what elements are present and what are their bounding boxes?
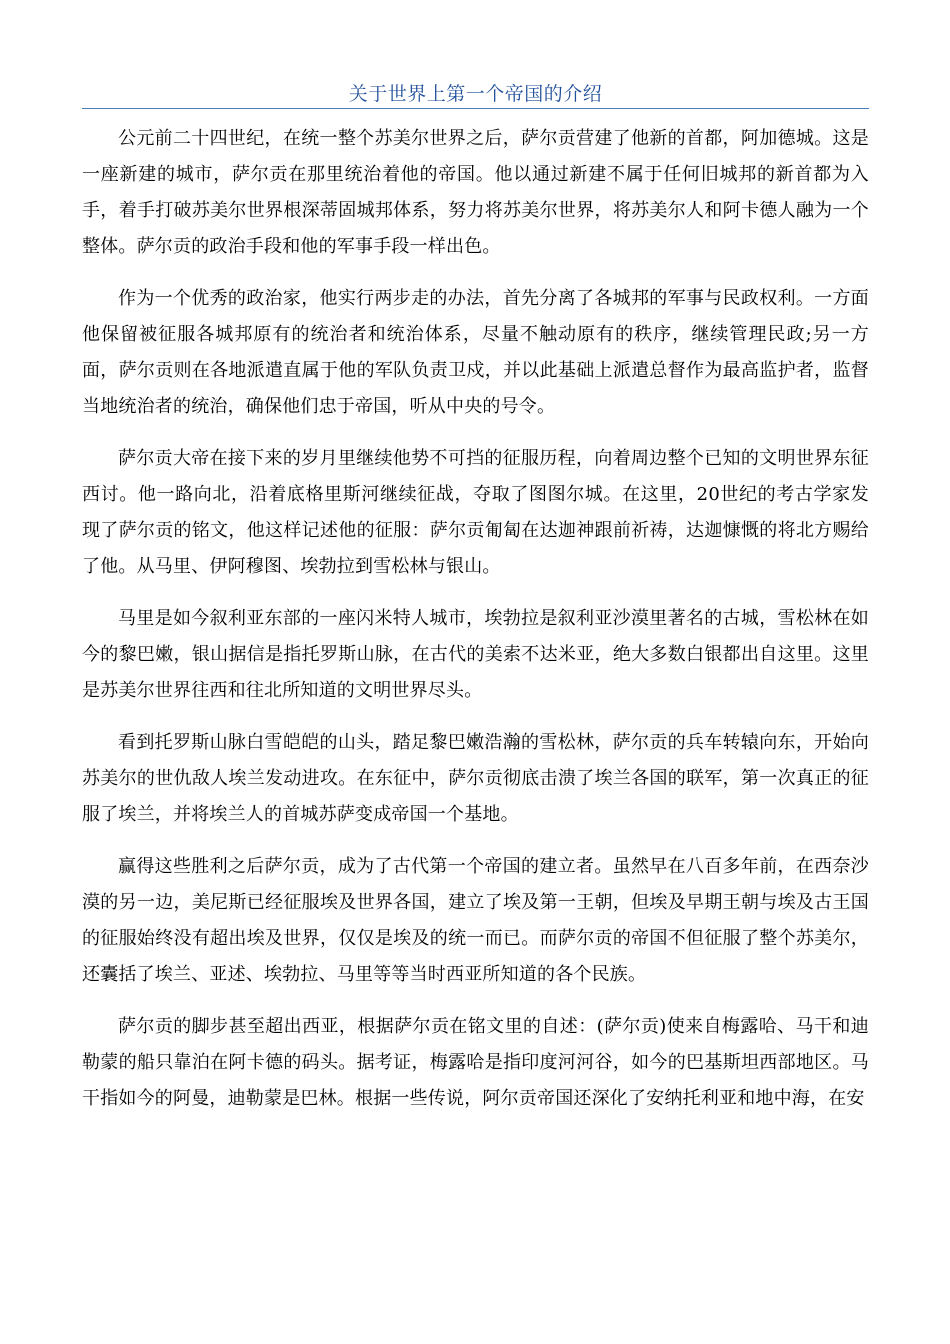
paragraph-7: 萨尔贡的脚步甚至超出西亚，根据萨尔贡在铭文里的自述：(萨尔贡)使来自梅露哈、马干和迪勒蒙的船只靠泊在阿卡德的码头。据考证，梅露哈是指印度河河谷，如今的巴基斯坦西部地区。马干指如今的阿曼，迪勒蒙是巴林。根据一些传说，阿尔贡帝国还深化了安纳托利亚和地中海，在安 — [82, 1016, 869, 1109]
paragraph-4: 马里是如今叙利亚东部的一座闪米特人城市，埃勃拉是叙利亚沙漠里著名的古城，雪松林在如今的黎巴嫩，银山据信是指托罗斯山脉，在古代的美索不达米亚，绝大多数白银都出自这里。这里是苏美尔世界往西和往北所知道的文明世界尽头。 — [82, 608, 869, 701]
page-header — [82, 80, 869, 109]
paragraph-3: 萨尔贡大帝在接下来的岁月里继续他势不可挡的征服历程，向着周边整个已知的文明世界东征西讨。他一路向北，沿着底格里斯河继续征战，夺取了图图尔城。在这里，20世纪的考古学家发现了萨尔贡的铭文，他这样记述他的征服：萨尔贡匍匐在达迦神跟前祈祷，达迦慷慨的将北方赐给了他。从马里、伊阿穆图、埃勃拉到雪松林与银山。 — [82, 448, 869, 577]
paragraph-1: 公元前二十四世纪，在统一整个苏美尔世界之后，萨尔贡营建了他新的首都，阿加德城。这是一座新建的城市，萨尔贡在那里统治着他的帝国。他以通过新建不属于任何旧城邦的新首都为入手，着手打破苏美尔世界根深蒂固城邦体系，努力将苏美尔世界，将苏美尔人和阿卡德人融为一个整体。萨尔贡的政治手段和他的军事手段一样出色。 — [82, 128, 869, 257]
paragraph-2: 作为一个优秀的政治家，他实行两步走的办法，首先分离了各城邦的军事与民政权利。一方面他保留被征服各城邦原有的统治者和统治体系，尽量不触动原有的秩序，继续管理民政;另一方面，萨尔贡则在各地派遣直属于他的军队负责卫戍，并以此基础上派遣总督作为最高监护者，监督当地统治者的统治，确保他们忠于帝国，听从中央的号令。 — [82, 288, 869, 417]
document-body — [82, 121, 869, 1133]
paragraph-6: 赢得这些胜利之后萨尔贡，成为了古代第一个帝国的建立者。虽然早在八百多年前，在西奈沙漠的另一边，美尼斯已经征服埃及世界各国，建立了埃及第一王朝，但埃及早期王朝与埃及古王国的征服始终没有超出埃及世界，仅仅是埃及的统一而已。而萨尔贡的帝国不但征服了整个苏美尔，还囊括了埃兰、亚述、埃勃拉、马里等等当时西亚所知道的各个民族。 — [82, 856, 869, 985]
paragraph-5: 看到托罗斯山脉白雪皑皑的山头，踏足黎巴嫩浩瀚的雪松林，萨尔贡的兵车转辕向东，开始向苏美尔的世仇敌人埃兰发动进攻。在东征中，萨尔贡彻底击溃了埃兰各国的联军，第一次真正的征服了埃兰，并将埃兰人的首城苏萨变成帝国一个基地。 — [82, 732, 869, 825]
page-title: 关于世界上第一个帝国的介绍 — [348, 83, 603, 105]
